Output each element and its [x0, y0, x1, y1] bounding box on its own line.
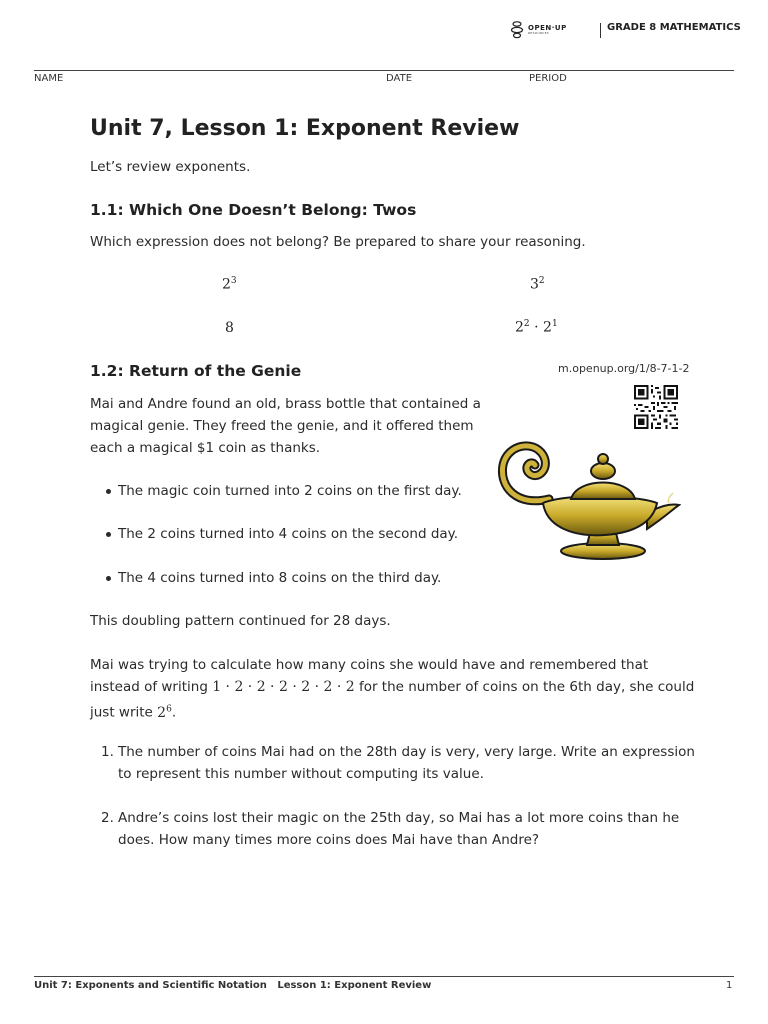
bullet-text: The 2 coins turned into 4 coins on the second day.: [118, 526, 459, 542]
question-1-line-2: to represent this number without computing its value.: [118, 766, 484, 782]
header-rule: [34, 70, 734, 71]
question-2-line-1: Andre’s coins lost their magic on the 25th day, so Mai has a lot more coins than he: [118, 810, 680, 826]
story-paragraph: [90, 393, 481, 459]
bullet-text: The 4 coins turned into 8 coins on the third day.: [118, 570, 442, 586]
question-1-line-1: The number of coins Mai had on the 28th day is very, very large. Write an expression: [118, 744, 695, 760]
calc-line-3-end: .: [171, 704, 177, 721]
expression-a-exponent: 3: [230, 276, 237, 286]
calc-line-2-end: for the number of coins on the 6th day, she could: [358, 679, 695, 695]
header-separator: [600, 23, 601, 38]
bee-logo-icon: [510, 21, 524, 39]
calc-line-3-start: just write: [90, 704, 153, 721]
expression-d-base-1: 2: [515, 319, 524, 336]
activity-1-heading: 1.1: Which One Doesn’t Belong: Twos: [90, 201, 417, 219]
story-line-2: magical genie. They freed the genie, and it offered them: [90, 418, 474, 434]
list-item: [118, 567, 441, 589]
calc-power-base: 2: [157, 704, 167, 721]
calc-line-2-start: instead of writing: [90, 679, 208, 695]
story-line-3: each a magical $1 coin as thanks.: [90, 440, 321, 456]
date-field-label: DATE: [386, 73, 413, 84]
question-2-line-2: does. How many times more coins does Mai have than Andre?: [118, 832, 540, 848]
list-item: [118, 480, 462, 502]
bullet-icon: [106, 532, 111, 537]
course-label: GRADE 8 MATHEMATICS: [607, 22, 741, 33]
period-field-label: PERIOD: [529, 73, 567, 84]
expression-a-base: 2: [222, 276, 231, 293]
calc-line-1: Mai was trying to calculate how many coins she would have and remembered that: [90, 657, 649, 673]
expression-b-exponent: 2: [538, 276, 545, 286]
bullet-text: The magic coin turned into 2 coins on the first day.: [118, 483, 462, 499]
bullet-icon: [106, 576, 111, 581]
story-line-1: Mai and Andre found an old, brass bottle that contained a: [90, 396, 481, 412]
expression-b: [530, 276, 545, 293]
calc-line-2: [90, 676, 694, 698]
activity-link[interactable]: m.openup.org/1/8-7-1-2: [558, 362, 690, 375]
calculation-paragraph: [90, 654, 694, 724]
expression-b-base: 3: [530, 276, 539, 293]
lesson-intro: Let’s review exponents.: [90, 159, 251, 175]
list-item: [118, 523, 458, 545]
question-1: [101, 741, 695, 785]
calc-product: 1 · 2 · 2 · 2 · 2 · 2 · 2: [212, 679, 355, 695]
expression-a: [222, 276, 237, 293]
expression-c: 8: [225, 320, 234, 336]
expression-d: [515, 319, 558, 336]
calc-line-3: [90, 698, 694, 724]
open-up-logo: [510, 21, 567, 39]
qr-code-icon[interactable]: [634, 385, 678, 429]
question-1-number: 1.: [101, 744, 114, 760]
lesson-title: Unit 7, Lesson 1: Exponent Review: [90, 116, 520, 141]
footer-rule: [34, 976, 734, 977]
calc-power-exponent: 6: [166, 704, 172, 714]
activity-1-prompt: Which expression does not belong? Be prepared to share your reasoning.: [90, 234, 586, 250]
calc-power: [157, 705, 172, 721]
logo-text: OPEN·UP: [528, 24, 567, 32]
expression-d-exponent-2: 1: [551, 319, 558, 329]
question-2-number: 2.: [101, 810, 114, 826]
page-number: 1: [726, 980, 733, 991]
genie-lamp-illustration: [497, 437, 681, 562]
footer-unit-lesson: Unit 7: Exponents and Scientific Notation Lesson 1: Exponent Review: [34, 980, 432, 991]
logo-subtext: RESOURCES: [528, 31, 549, 35]
activity-2-heading: 1.2: Return of the Genie: [90, 362, 302, 380]
question-2: [101, 807, 680, 851]
expression-d-exponent-1: 2: [523, 319, 530, 329]
bullet-icon: [106, 489, 111, 494]
expression-d-dot: ·: [534, 319, 539, 336]
name-field-label: NAME: [34, 73, 64, 84]
expression-d-base-2: 2: [543, 319, 552, 336]
pattern-text: This doubling pattern continued for 28 days.: [90, 613, 391, 629]
